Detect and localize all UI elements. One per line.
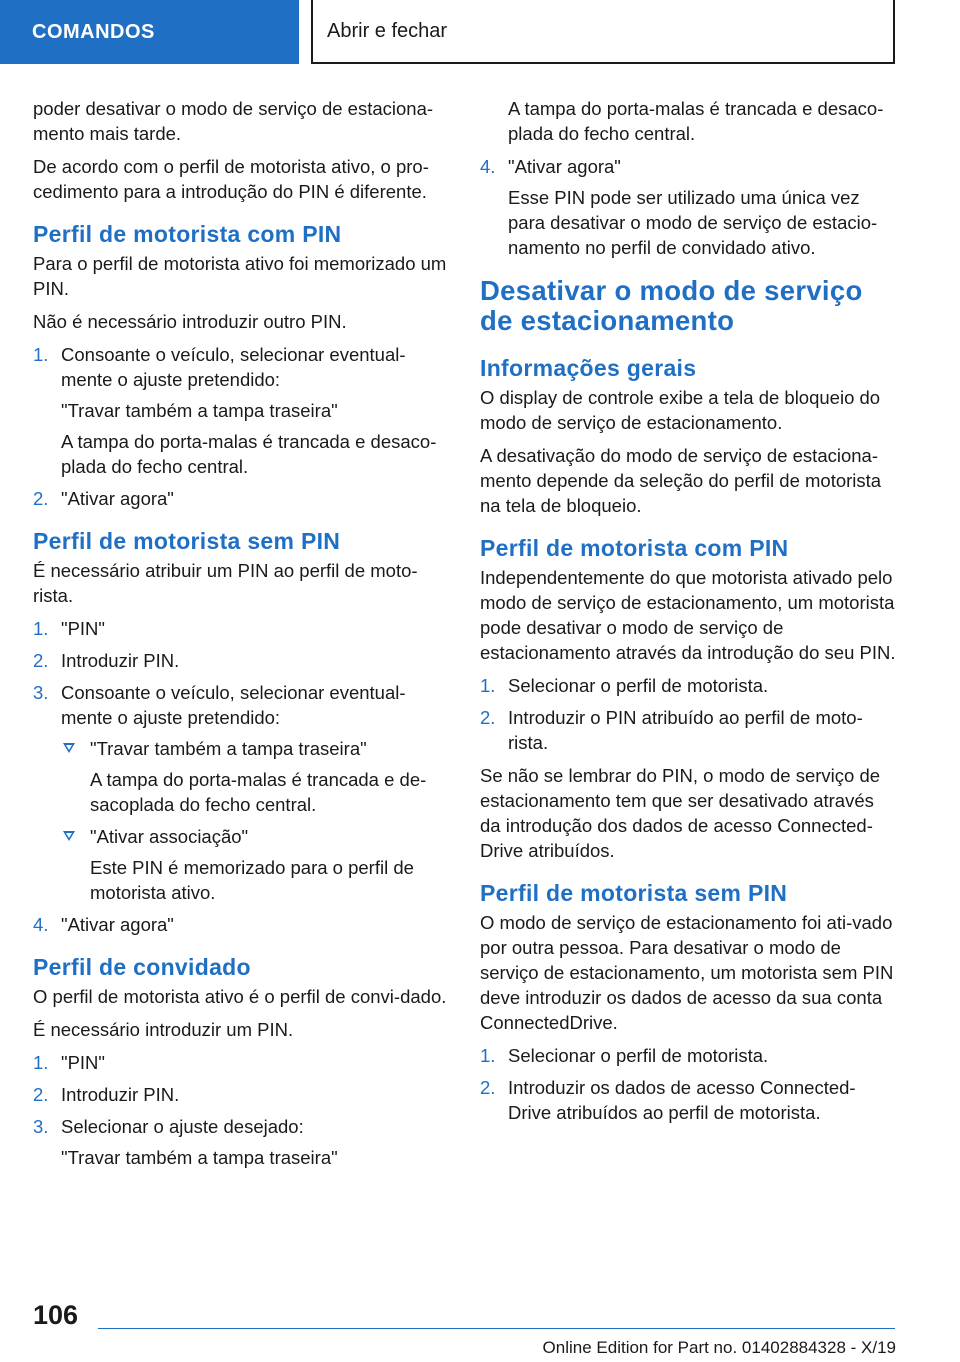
step-number: 3. bbox=[33, 682, 49, 703]
left-column bbox=[33, 96, 447, 1178]
step-number: 4. bbox=[33, 914, 49, 935]
step-text: Introduzir os dados de acesso Connected-Drive atribuídos ao perfil de motorista. bbox=[508, 1077, 856, 1123]
step-list bbox=[33, 342, 447, 511]
list-item bbox=[33, 342, 447, 479]
sub-option-label: "Travar também a tampa traseira" bbox=[90, 738, 367, 759]
step-text: Consoante o veículo, selecionar eventual-mente o ajuste pretendido: bbox=[61, 344, 406, 390]
list-item bbox=[33, 616, 447, 641]
step-number: 3. bbox=[33, 1116, 49, 1137]
list-item bbox=[33, 912, 447, 937]
list-item bbox=[480, 705, 898, 755]
list-item bbox=[480, 154, 898, 260]
paragraph: Para o perfil de motorista ativo foi memorizado um PIN. bbox=[33, 253, 447, 299]
step-number: 1. bbox=[480, 1045, 496, 1066]
paragraph: Se não se lembrar do PIN, o modo de serviço de estacionamento tem que ser desativado através da introdução dos dados de acesso Connected-Drive atribuídos. bbox=[480, 765, 881, 861]
edition-text: Online Edition for Part no. 01402884328 - X/19 bbox=[542, 1338, 896, 1357]
paragraph: O modo de serviço de estacionamento foi ati-vado por outra pessoa. Para desativar o modo de serviço de estacionamento, um motorista sem PIN deve introduzir os dados de acesso da sua conta ConnectedDrive. bbox=[480, 912, 894, 1033]
sub-option bbox=[61, 824, 447, 905]
step-list bbox=[480, 673, 898, 755]
section-heading: Perfil de motorista sem PIN bbox=[33, 528, 341, 554]
step-number: 1. bbox=[33, 618, 49, 639]
paragraph: O display de controle exibe a tela de bloqueio do modo de serviço de estacionamento. bbox=[480, 387, 881, 433]
step-number: 2. bbox=[480, 707, 496, 728]
step-text: "Ativar agora" bbox=[61, 488, 174, 509]
step-number: 2. bbox=[33, 488, 49, 509]
section-heading: Perfil de motorista com PIN bbox=[480, 535, 789, 561]
list-item bbox=[33, 648, 447, 673]
footer-divider bbox=[98, 1328, 895, 1329]
step-text: "PIN" bbox=[61, 1052, 105, 1073]
sub-option-description: A tampa do porta-malas é trancada e de-sacoplada do fecho central. bbox=[90, 769, 427, 815]
paragraph: De acordo com o perfil de motorista ativo, o pro-cedimento para a introdução do PIN é diferente. bbox=[33, 156, 429, 202]
step-number: 1. bbox=[33, 344, 49, 365]
step-list bbox=[480, 1043, 898, 1125]
list-item bbox=[480, 673, 898, 698]
right-column bbox=[480, 96, 898, 1133]
paragraph: É necessário atribuir um PIN ao perfil de moto-rista. bbox=[33, 560, 418, 606]
step-number: 1. bbox=[33, 1052, 49, 1073]
sub-option-label: "Ativar associação" bbox=[90, 826, 249, 847]
step-number: 2. bbox=[33, 1084, 49, 1105]
list-item bbox=[33, 1082, 447, 1107]
step-number: 2. bbox=[33, 650, 49, 671]
sub-option-description: Este PIN é memorizado para o perfil de motorista ativo. bbox=[90, 857, 414, 903]
step-text: Selecionar o perfil de motorista. bbox=[508, 1045, 769, 1066]
paragraph: É necessário introduzir um PIN. bbox=[33, 1019, 294, 1040]
paragraph: Não é necessário introduzir outro PIN. bbox=[33, 311, 347, 332]
step-option: "Travar também a tampa traseira" bbox=[61, 400, 338, 421]
triangle-bullet-icon bbox=[63, 831, 75, 841]
step-number: 2. bbox=[480, 1077, 496, 1098]
list-item bbox=[480, 1043, 898, 1068]
list-item bbox=[33, 680, 447, 905]
paragraph: Independentemente do que motorista ativado pelo modo de serviço de estacionamento, um motorista pode desativar o modo de serviço de estacionamento através da introdução do seu PIN. bbox=[480, 567, 896, 663]
triangle-bullet-icon bbox=[63, 743, 75, 753]
step-description: A tampa do porta-malas é trancada e desaco-plada do fecho central. bbox=[61, 431, 437, 477]
step-list bbox=[33, 616, 447, 937]
step-text: Introduzir PIN. bbox=[61, 650, 180, 671]
step-text: Consoante o veículo, selecionar eventual-mente o ajuste pretendido: bbox=[61, 682, 406, 728]
footer-edition bbox=[306, 1338, 896, 1358]
step-list bbox=[480, 154, 898, 260]
list-item bbox=[33, 486, 447, 511]
step-text: Selecionar o ajuste desejado: bbox=[61, 1116, 304, 1137]
step-description: Esse PIN pode ser utilizado uma única vez para desativar o modo de serviço de estacio-namento no perfil de convidado ativo. bbox=[508, 187, 878, 258]
step-text: "PIN" bbox=[61, 618, 105, 639]
step-text: Introduzir PIN. bbox=[61, 1084, 180, 1105]
step-text: Selecionar o perfil de motorista. bbox=[508, 675, 769, 696]
step-text: Introduzir o PIN atribuído ao perfil de moto-rista. bbox=[508, 707, 863, 753]
step-list bbox=[33, 1050, 447, 1170]
page-number: 106 bbox=[33, 1300, 79, 1330]
step-continuation bbox=[480, 96, 898, 146]
chapter-heading: Desativar o modo de serviço de estacionamento bbox=[480, 275, 863, 336]
step-number: 1. bbox=[480, 675, 496, 696]
paragraph: poder desativar o modo de serviço de estaciona-mento mais tarde. bbox=[33, 98, 434, 144]
step-text: "Ativar agora" bbox=[61, 914, 174, 935]
step-number: 4. bbox=[480, 156, 496, 177]
list-item bbox=[480, 1075, 898, 1125]
chapter-tab bbox=[311, 0, 895, 64]
chapter-title: Abrir e fechar bbox=[327, 19, 448, 42]
section-heading: Informações gerais bbox=[480, 355, 697, 381]
section-heading: Perfil de convidado bbox=[33, 954, 251, 980]
section-heading: Perfil de motorista com PIN bbox=[33, 221, 342, 247]
section-tab bbox=[0, 0, 299, 64]
step-text: "Ativar agora" bbox=[508, 156, 621, 177]
paragraph: O perfil de motorista ativo é o perfil de convi-dado. bbox=[33, 986, 447, 1007]
paragraph: A desativação do modo de serviço de estaciona-mento depende da seleção do perfil de motorista na tela de bloqueio. bbox=[480, 445, 882, 516]
list-item bbox=[33, 1114, 447, 1170]
sub-option bbox=[61, 736, 447, 817]
sub-option-list bbox=[61, 736, 447, 905]
list-item bbox=[33, 1050, 447, 1075]
step-description: A tampa do porta-malas é trancada e desaco-plada do fecho central. bbox=[508, 98, 884, 144]
section-label: COMANDOS bbox=[32, 20, 155, 43]
step-option: "Travar também a tampa traseira" bbox=[61, 1147, 338, 1168]
section-heading: Perfil de motorista sem PIN bbox=[480, 880, 788, 906]
